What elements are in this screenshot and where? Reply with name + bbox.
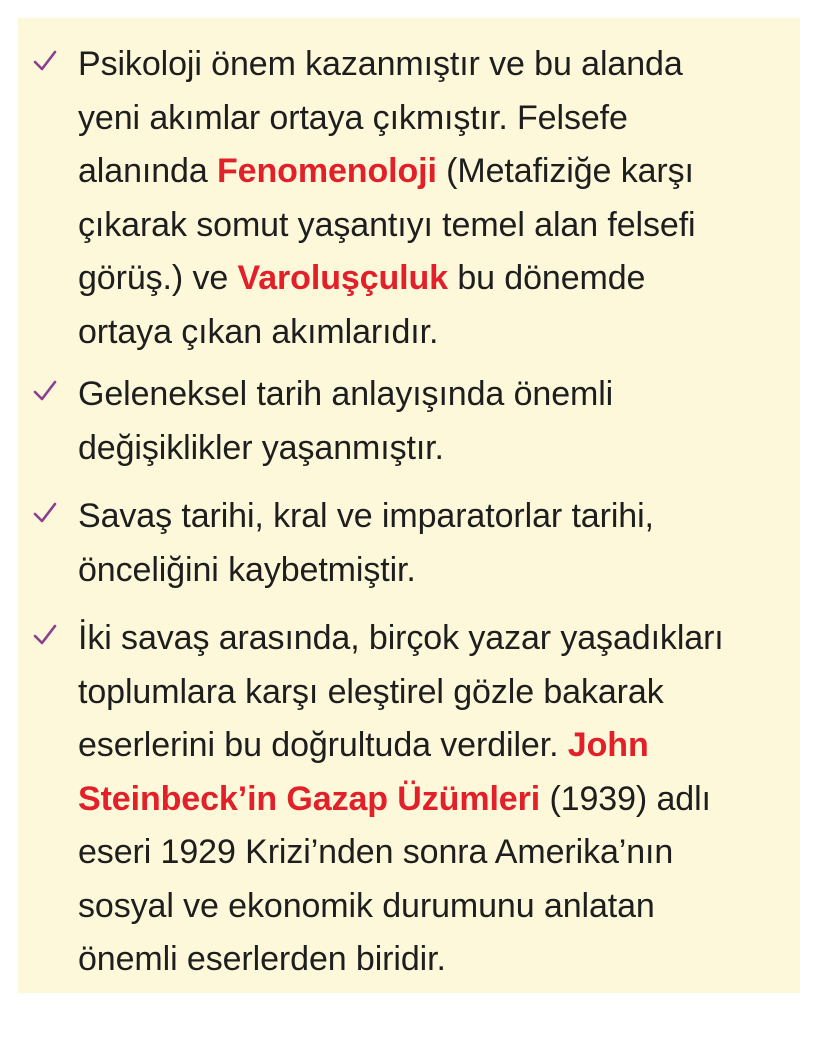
item-text	[78, 368, 794, 475]
checkmark-icon	[32, 622, 58, 648]
text-line: görüş.) ve Varoluşçuluk bu dönemde	[78, 259, 646, 297]
note-panel	[18, 18, 800, 993]
highlighted-term: Steinbeck’in Gazap Üzümleri	[78, 779, 541, 818]
text-line: önemli eserlerden biridir.	[78, 940, 446, 978]
item-text	[78, 490, 794, 597]
text-line: Psikoloji önem kazanmıştır ve bu alanda	[78, 45, 683, 83]
text-line: sosyal ve ekonomik durumunu anlatan	[78, 886, 655, 925]
text-line: Geleneksel tarih anlayışında önemli	[78, 375, 614, 413]
highlighted-term: John	[567, 726, 649, 764]
item-text	[78, 612, 794, 987]
highlighted-term: Varoluşçuluk	[237, 259, 448, 297]
text-line: alanında Fenomenoloji (Metafiziğe karşı	[78, 152, 694, 190]
text-line: ortaya çıkan akımlarıdır.	[78, 312, 439, 351]
text-line: değişiklikler yaşanmıştır.	[78, 428, 444, 467]
text-line: toplumlara karşı eleştirel gözle bakarak	[78, 672, 664, 711]
checkmark-icon	[32, 378, 58, 404]
highlighted-term: Fenomenoloji	[217, 152, 437, 190]
item-text	[78, 38, 794, 359]
text-line: eseri 1929 Krizi’nden sonra Amerika’nın	[78, 833, 674, 871]
text-line: eserlerini bu doğrultuda verdiler. John	[78, 726, 649, 764]
checkmark-icon	[32, 48, 58, 74]
text-line: yeni akımlar ortaya çıkmıştır. Felsefe	[78, 98, 628, 137]
text-line: İki savaş arasında, birçok yazar yaşadıkları	[78, 619, 724, 657]
checkmark-icon	[32, 500, 58, 526]
text-line: önceliğini kaybetmiştir.	[78, 550, 416, 589]
text-line: çıkarak somut yaşantıyı temel alan felsefi	[78, 205, 696, 244]
text-line: Steinbeck’in Gazap Üzümleri (1939) adlı	[78, 779, 711, 818]
text-line: Savaş tarihi, kral ve imparatorlar tarihi,	[78, 497, 654, 535]
